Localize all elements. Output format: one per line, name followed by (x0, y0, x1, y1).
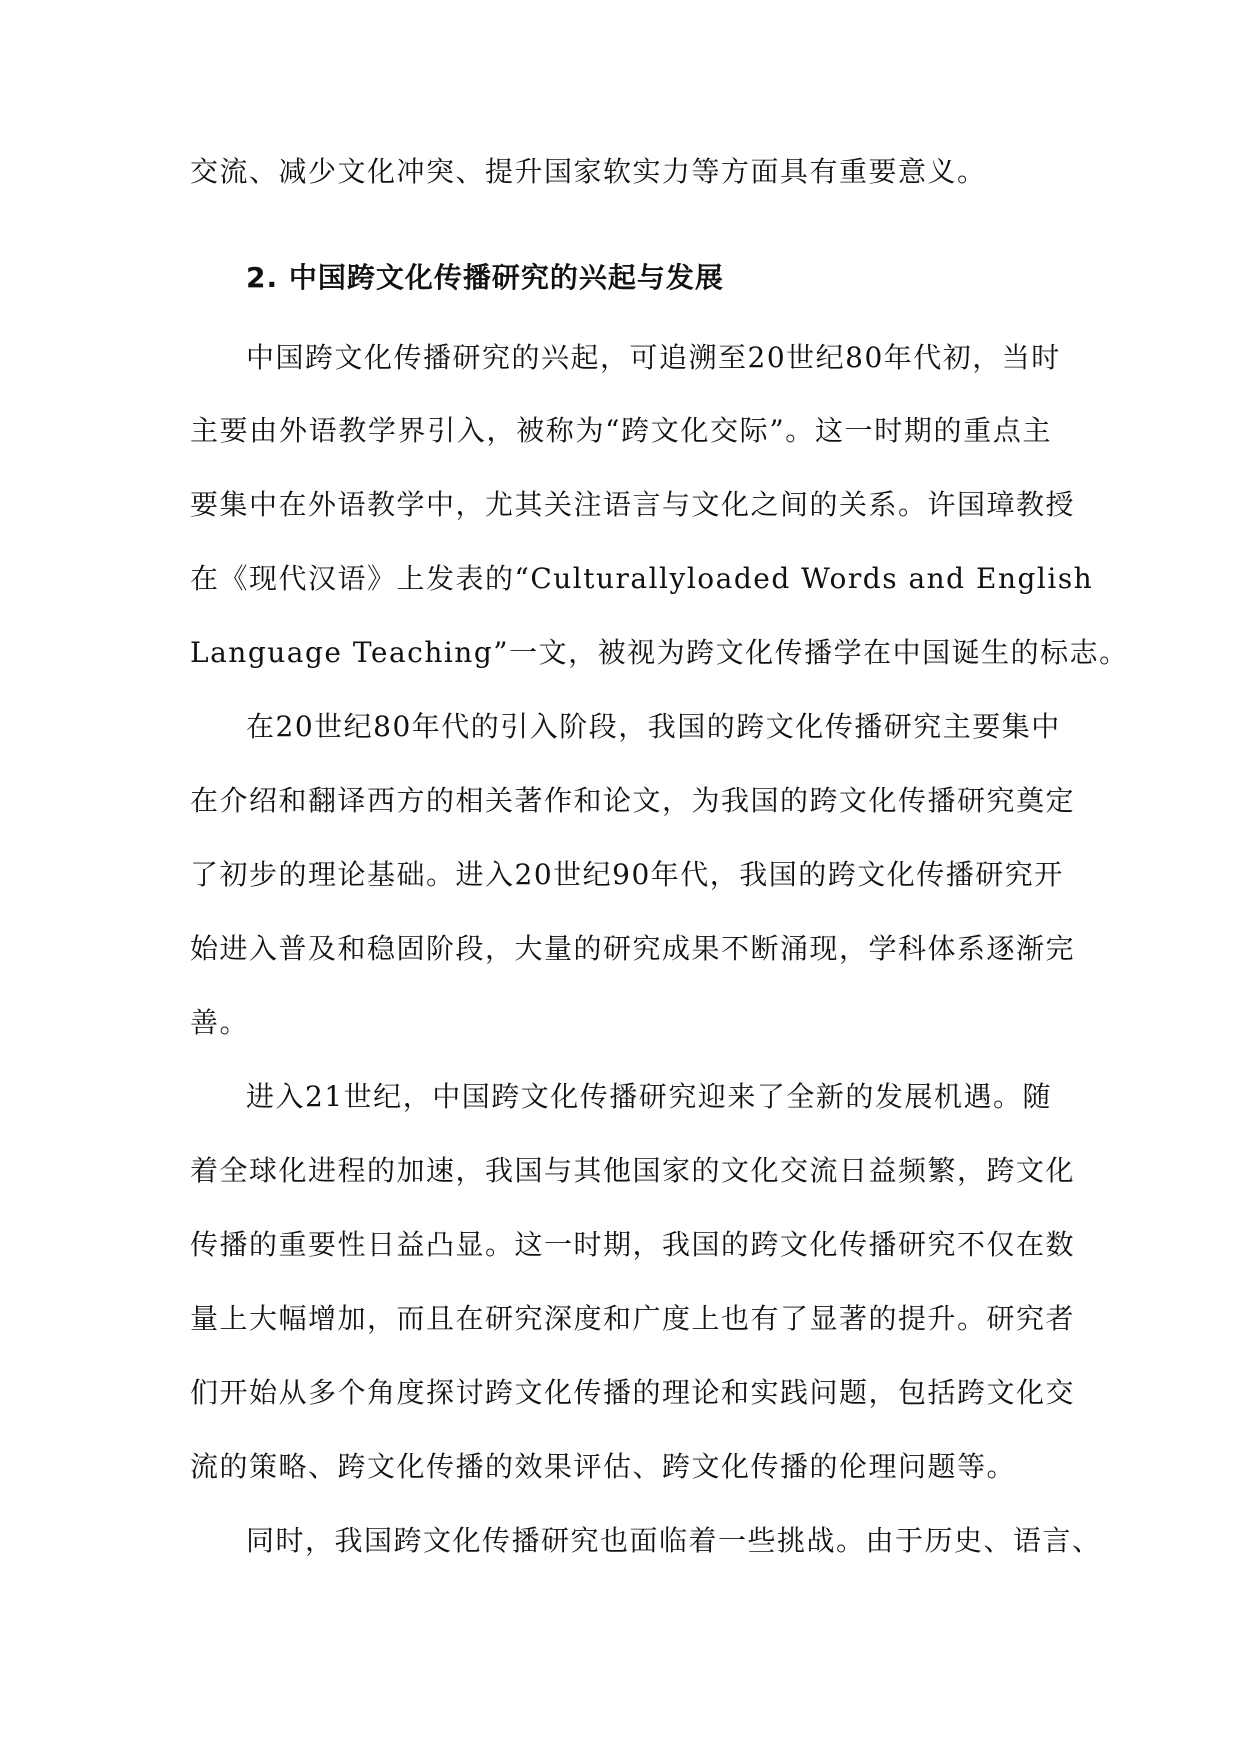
text-line: 进入21世纪，中国跨文化传播研究迎来了全新的发展机遇。随 (246, 1080, 1052, 1113)
text-line: 在《现代汉语》上发表的“Culturallyloaded Words and English (190, 562, 1094, 595)
text-line: 量上大幅增加，而且在研究深度和广度上也有了显著的提升。研究者 (190, 1302, 1076, 1335)
text-line: 交流、减少文化冲突、提升国家软实力等方面具有重要意义。 (190, 155, 987, 188)
text-line: 始进入普及和稳固阶段，大量的研究成果不断涌现，学科体系逐渐完 (190, 932, 1076, 965)
text-line: 们开始从多个角度探讨跨文化传播的理论和实践问题，包括跨文化交 (190, 1376, 1076, 1409)
text-line: 流的策略、跨文化传播的效果评估、跨文化传播的伦理问题等。 (190, 1450, 1017, 1483)
text-line: 中国跨文化传播研究的兴起，可追溯至20世纪80年代初，当时 (246, 341, 1061, 374)
text-line: 了初步的理论基础。进入20世纪90年代，我国的跨文化传播研究开 (190, 858, 1064, 891)
text-line: 在介绍和翻译西方的相关著作和论文，为我国的跨文化传播研究奠定 (190, 784, 1076, 817)
text-line: 传播的重要性日益凸显。这一时期，我国的跨文化传播研究不仅在数 (190, 1228, 1076, 1261)
text-line: 同时，我国跨文化传播研究也面临着一些挑战。由于历史、语言、 (246, 1524, 1102, 1557)
section-heading: 2. 中国跨文化传播研究的兴起与发展 (246, 261, 724, 294)
text-line: 善。 (190, 1006, 250, 1039)
text-line: 着全球化进程的加速，我国与其他国家的文化交流日益频繁，跨文化 (190, 1154, 1076, 1187)
text-line: 主要由外语教学界引入，被称为“跨文化交际”。这一时期的重点主 (190, 414, 1052, 447)
text-line: 要集中在外语教学中，尤其关注语言与文化之间的关系。许国璋教授 (190, 488, 1076, 521)
text-line: Language Teaching”一文，被视为跨文化传播学在中国诞生的标志。 (190, 636, 1129, 669)
text-line: 在20世纪80年代的引入阶段，我国的跨文化传播研究主要集中 (246, 710, 1061, 743)
